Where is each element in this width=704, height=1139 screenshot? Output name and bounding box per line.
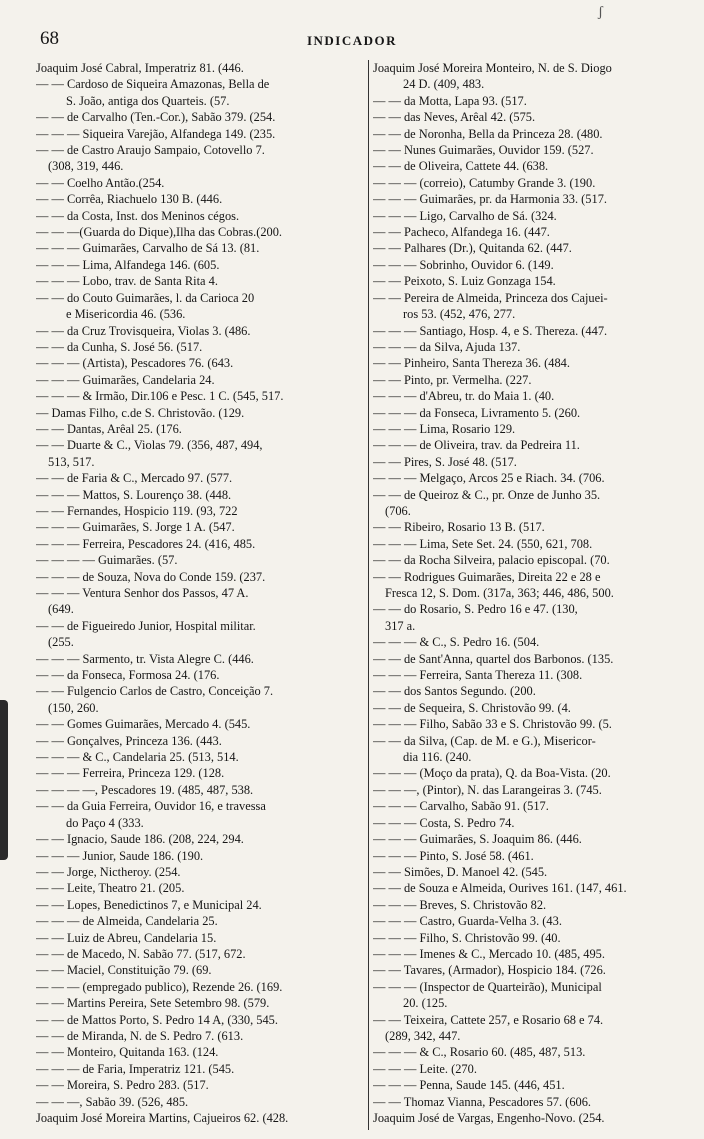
directory-entry-line: — — — Sarmento, tr. Vista Alegre C. (446. bbox=[36, 651, 254, 666]
directory-entry-line: — — Martins Pereira, Sete Setembro 98. (579. bbox=[36, 996, 270, 1011]
directory-entry-line: — — — de Oliveira, trav. da Pedreira 11. bbox=[373, 438, 580, 453]
directory-entry-line: — — Tavares, (Armador), Hospicio 184. (726. bbox=[373, 963, 606, 978]
page-number: 68 bbox=[40, 28, 59, 49]
directory-entry-line: — — — (Moço da prata), Q. da Boa-Vista. (20. bbox=[373, 766, 611, 781]
directory-entry-line: — — — (Artista), Pescadores 76. (643. bbox=[36, 356, 234, 371]
directory-entry-line: — — Fernandes, Hospicio 119. (93, 722 bbox=[36, 503, 238, 518]
directory-entry-line: — — de Sant'Anna, quartel dos Barbonos. (135. bbox=[373, 651, 614, 666]
directory-entry-line: — — —(Guarda do Dique),Ilha das Cobras.(200. bbox=[36, 225, 283, 240]
directory-entry-line: — — dos Santos Segundo. (200. bbox=[373, 684, 536, 699]
directory-entry-line: 24 D. (409, 483. bbox=[403, 77, 485, 92]
directory-entry-line: — — da Cruz Trovisqueira, Violas 3. (486. bbox=[36, 323, 251, 338]
directory-entry-line: — — — Siqueira Varejão, Alfandega 149. (235. bbox=[36, 126, 276, 141]
directory-entry-line: (308, 319, 446. bbox=[48, 159, 124, 174]
directory-entry-line: — — — Guimarães, pr. da Harmonia 33. (517. bbox=[373, 192, 607, 207]
directory-entry-line: — — — & C., Candelaria 25. (513, 514. bbox=[36, 750, 239, 765]
directory-entry-line: — — Coelho Antão.(254. bbox=[36, 175, 165, 190]
directory-entry-line: 513, 517. bbox=[48, 454, 95, 469]
directory-entry-line: — — Gomes Guimarães, Mercado 4. (545. bbox=[36, 717, 251, 732]
directory-entry-line: — — de Oliveira, Cattete 44. (638. bbox=[373, 159, 549, 174]
directory-entry-line: — — da Guia Ferreira, Ouvidor 16, e travessa bbox=[36, 799, 266, 814]
directory-entry-line: — — — Sobrinho, Ouvidor 6. (149. bbox=[373, 257, 554, 272]
directory-entry-line: (706. bbox=[385, 503, 411, 518]
corner-mark: ʃ bbox=[598, 4, 603, 20]
directory-entry-line: — — — da Silva, Ajuda 137. bbox=[373, 339, 521, 354]
directory-entry-line: — — de Sequeira, S. Christovão 99. (4. bbox=[373, 700, 571, 715]
directory-entry-line: — — Palhares (Dr.), Quitanda 62. (447. bbox=[373, 241, 572, 256]
ink-stain bbox=[0, 700, 8, 860]
directory-entry-line: — — Teixeira, Cattete 257, e Rosario 68 e 74. bbox=[373, 1012, 604, 1027]
directory-entry-line: — — da Motta, Lapa 93. (517. bbox=[373, 93, 527, 108]
directory-entry-line: — — — Lima, Sete Set. 24. (550, 621, 708. bbox=[373, 536, 593, 551]
directory-entry-line: — — — (correio), Catumby Grande 3. (190. bbox=[373, 175, 596, 190]
directory-entry-line: — — Pacheco, Alfandega 16. (447. bbox=[373, 225, 550, 240]
directory-entry-line: — — — Santiago, Hosp. 4, e S. Thereza. (447. bbox=[373, 323, 608, 338]
directory-entry-line: — — Nunes Guimarães, Ouvidor 159. (527. bbox=[373, 143, 594, 158]
directory-entry-line: dia 116. (240. bbox=[403, 750, 472, 765]
directory-entry-line: — — — Filho, Sabão 33 e S. Christovão 99. (5. bbox=[373, 717, 612, 732]
directory-entry-line: — — Thomaz Vianna, Pescadores 57. (606. bbox=[373, 1094, 591, 1109]
directory-entry-line: — — — Guimarães, S. Jorge 1 A. (547. bbox=[36, 520, 235, 535]
directory-entry-line: — — Simões, D. Manoel 42. (545. bbox=[373, 864, 548, 879]
directory-entry-line: (150, 260. bbox=[48, 700, 99, 715]
directory-entry-line: — — — Ferreira, Santa Thereza 11. (308. bbox=[373, 668, 583, 683]
directory-entry-line: — — Pinheiro, Santa Thereza 36. (484. bbox=[373, 356, 570, 371]
directory-entry-line: — — — — Guimarães. (57. bbox=[36, 553, 178, 568]
directory-entry-line: Joaquim José Cabral, Imperatriz 81. (446. bbox=[36, 61, 244, 75]
directory-entry-line: — — da Rocha Silveira, palacio episcopal. (70. bbox=[373, 553, 610, 568]
directory-entry-line: — — de Souza e Almeida, Ourives 161. (147, 461. bbox=[373, 881, 627, 896]
directory-entry-line: — — — d'Abreu, tr. do Maia 1. (40. bbox=[373, 389, 555, 404]
directory-entry-line: — — Peixoto, S. Luiz Gonzaga 154. bbox=[373, 274, 556, 289]
directory-entry-line: — — da Cunha, S. José 56. (517. bbox=[36, 339, 203, 354]
directory-entry-line: — — — Ferreira, Princeza 129. (128. bbox=[36, 766, 225, 781]
directory-entry-line: Joaquim José Moreira Martins, Cajueiros 62. (428. bbox=[36, 1111, 289, 1125]
directory-entry-line: — — — Pinto, S. José 58. (461. bbox=[373, 848, 534, 863]
directory-entry-line: — — Monteiro, Quitanda 163. (124. bbox=[36, 1045, 219, 1060]
directory-entry-line: — — Pinto, pr. Vermelha. (227. bbox=[373, 372, 532, 387]
directory-entry-line: — — Jorge, Nictheroy. (254. bbox=[36, 864, 181, 879]
directory-entry-line: ros 53. (452, 476, 277. bbox=[403, 307, 516, 322]
directory-entry-line: — — Pereira de Almeida, Princeza dos Cajuei- bbox=[373, 290, 608, 305]
directory-entry-line: — — — Ventura Senhor dos Passos, 47 A. bbox=[36, 586, 249, 600]
directory-entry-line: — — Moreira, S. Pedro 283. (517. bbox=[36, 1078, 209, 1093]
directory-entry-line: Joaquim José Moreira Monteiro, N. de S. Diogo bbox=[373, 61, 612, 75]
directory-entry-line: — — Gonçalves, Princeza 136. (443. bbox=[36, 733, 222, 748]
directory-entry-line: — — do Rosario, S. Pedro 16 e 47. (130, bbox=[373, 602, 578, 617]
directory-entry-line: — — — Castro, Guarda-Velha 3. (43. bbox=[373, 914, 562, 929]
directory-entry-line: — — de Carvalho (Ten.-Cor.), Sabão 379. (254. bbox=[36, 110, 276, 125]
directory-entry-line: — — — da Fonseca, Livramento 5. (260. bbox=[373, 405, 581, 420]
directory-entry-line: (255. bbox=[48, 635, 74, 650]
directory-entry-line: — — de Castro Araujo Sampaio, Cotovello 7. bbox=[36, 143, 265, 158]
directory-entry-line: — — — Imenes & C., Mercado 10. (485, 495. bbox=[373, 946, 605, 961]
directory-entry-line: — — Maciel, Constituição 79. (69. bbox=[36, 963, 212, 978]
directory-entry-line: — — da Costa, Inst. dos Meninos cégos. bbox=[36, 208, 240, 223]
directory-entry-line: — — — (Inspector de Quarteirão), Municipal bbox=[373, 979, 602, 994]
directory-entry-line: — — Dantas, Arêal 25. (176. bbox=[36, 421, 182, 436]
directory-entry-line: Fresca 12, S. Dom. (317a, 363; 446, 486, 500. bbox=[385, 586, 614, 600]
directory-entry-line: — — — de Faria, Imperatriz 121. (545. bbox=[36, 1061, 235, 1076]
directory-entry-line: — — — Guimarães, Candelaria 24. bbox=[36, 372, 215, 387]
directory-entry-line: — — — (empregado publico), Rezende 26. (169. bbox=[36, 979, 283, 994]
directory-entry-line: — — Ribeiro, Rosario 13 B. (517. bbox=[373, 520, 545, 535]
directory-entry-line: — — — Mattos, S. Lourenço 38. (448. bbox=[36, 487, 232, 502]
directory-entry-line: — — — Carvalho, Sabão 91. (517. bbox=[373, 799, 549, 814]
directory-entry-line: — — Luiz de Abreu, Candelaria 15. bbox=[36, 930, 217, 945]
directory-entry-line: (649. bbox=[48, 602, 74, 617]
directory-entry-line: — — — de Souza, Nova do Conde 159. (237. bbox=[36, 569, 266, 584]
directory-entry-line: — — Corrêa, Riachuelo 130 B. (446. bbox=[36, 192, 223, 207]
directory-entry-line: — — do Couto Guimarães, l. da Carioca 20 bbox=[36, 290, 255, 305]
left-column bbox=[36, 60, 368, 1126]
directory-entry-line: — — de Queiroz & C., pr. Onze de Junho 35. bbox=[373, 487, 601, 502]
directory-entry-line: 317 a. bbox=[385, 618, 416, 633]
directory-entry-line: — — de Mattos Porto, S. Pedro 14 A, (330, 545. bbox=[36, 1012, 278, 1027]
directory-entry-line: — — de Figueiredo Junior, Hospital militar. bbox=[36, 618, 256, 633]
directory-entry-line: — — Leite, Theatro 21. (205. bbox=[36, 881, 185, 896]
directory-entry-line: — — da Fonseca, Formosa 24. (176. bbox=[36, 668, 220, 683]
directory-entry-line: — — Duarte & C., Violas 79. (356, 487, 494, bbox=[36, 438, 263, 453]
directory-entry-line: — — — Costa, S. Pedro 74. bbox=[373, 815, 515, 830]
directory-entry-line: — — Cardoso de Siqueira Amazonas, Bella de bbox=[36, 77, 270, 92]
directory-entry-line: e Misericordia 46. (536. bbox=[66, 307, 186, 322]
directory-entry-line: — — — Lobo, trav. de Santa Rita 4. bbox=[36, 274, 218, 289]
directory-entry-line: — — de Faria & C., Mercado 97. (577. bbox=[36, 471, 233, 486]
directory-entry-line: — — Rodrigues Guimarães, Direita 22 e 28 e bbox=[373, 569, 601, 584]
directory-entry-line: — — — Guimarães, Carvalho de Sá 13. (81. bbox=[36, 241, 260, 256]
directory-entry-line: — — Ignacio, Saude 186. (208, 224, 294. bbox=[36, 832, 244, 847]
directory-entry-line: — — de Noronha, Bella da Princeza 28. (480. bbox=[373, 126, 603, 141]
directory-entry-line: — — — Ferreira, Pescadores 24. (416, 485. bbox=[36, 536, 256, 551]
directory-entry-line: Joaquim José de Vargas, Engenho-Novo. (254. bbox=[373, 1111, 605, 1125]
directory-entry-line: — — Fulgencio Carlos de Castro, Conceição 7. bbox=[36, 684, 274, 699]
directory-entry-line: — — das Neves, Arêal 42. (575. bbox=[373, 110, 536, 125]
directory-entry-line: — — — de Almeida, Candelaria 25. bbox=[36, 914, 218, 929]
directory-entry-line: — — — & Irmão, Dir.106 e Pesc. 1 C. (545, 517. bbox=[36, 389, 284, 404]
directory-entry-line: — — — Guimarães, S. Joaquim 86. (446. bbox=[373, 832, 582, 847]
directory-entry-line: — — da Silva, (Cap. de M. e G.), Misericor- bbox=[373, 733, 596, 748]
directory-entry-line: — — de Miranda, N. de S. Pedro 7. (613. bbox=[36, 1028, 244, 1043]
directory-entry-line: — — — & C., Rosario 60. (485, 487, 513. bbox=[373, 1045, 586, 1060]
directory-entry-line: — — — Breves, S. Christovão 82. bbox=[373, 897, 547, 912]
directory-entry-line: S. João, antiga dos Quarteis. (57. bbox=[66, 93, 230, 108]
directory-entry-line: — — — Leite. (270. bbox=[373, 1061, 477, 1076]
right-column bbox=[368, 60, 694, 1130]
directory-entry-line: — — —, (Pintor), N. das Larangeiras 3. (745. bbox=[373, 782, 602, 797]
directory-entry-line: — — — Lima, Alfandega 146. (605. bbox=[36, 257, 220, 272]
directory-entry-line: — — — Penna, Saude 145. (446, 451. bbox=[373, 1078, 565, 1093]
running-title: INDICADOR bbox=[306, 33, 398, 48]
directory-entry-line: — — — Ligo, Carvalho de Sá. (324. bbox=[373, 208, 557, 223]
directory-entry-line: — — —, Sabão 39. (526, 485. bbox=[36, 1094, 189, 1109]
directory-entry-line: (289, 342, 447. bbox=[385, 1028, 461, 1043]
directory-entry-line: — — — —, Pescadores 19. (485, 487, 538. bbox=[36, 782, 254, 797]
directory-entry-line: 20. (125. bbox=[403, 996, 448, 1011]
directory-entry-line: — — — Melgaço, Arcos 25 e Riach. 34. (706. bbox=[373, 471, 605, 486]
directory-entry-line: — — — Filho, S. Christovão 99. (40. bbox=[373, 930, 561, 945]
directory-entry-line: — — — Junior, Saude 186. (190. bbox=[36, 848, 204, 863]
directory-entry-line: — Damas Filho, c.de S. Christovão. (129. bbox=[36, 405, 245, 420]
directory-entry-line: — — Pires, S. José 48. (517. bbox=[373, 454, 517, 469]
directory-entry-line: — — — Lima, Rosario 129. bbox=[373, 421, 516, 436]
directory-entry-line: — — — & C., S. Pedro 16. (504. bbox=[373, 635, 540, 650]
directory-entry-line: — — Lopes, Benedictinos 7, e Municipal 24. bbox=[36, 897, 262, 912]
directory-entry-line: do Paço 4 (333. bbox=[66, 815, 144, 830]
directory-entry-line: — — de Macedo, N. Sabão 77. (517, 672. bbox=[36, 946, 246, 961]
